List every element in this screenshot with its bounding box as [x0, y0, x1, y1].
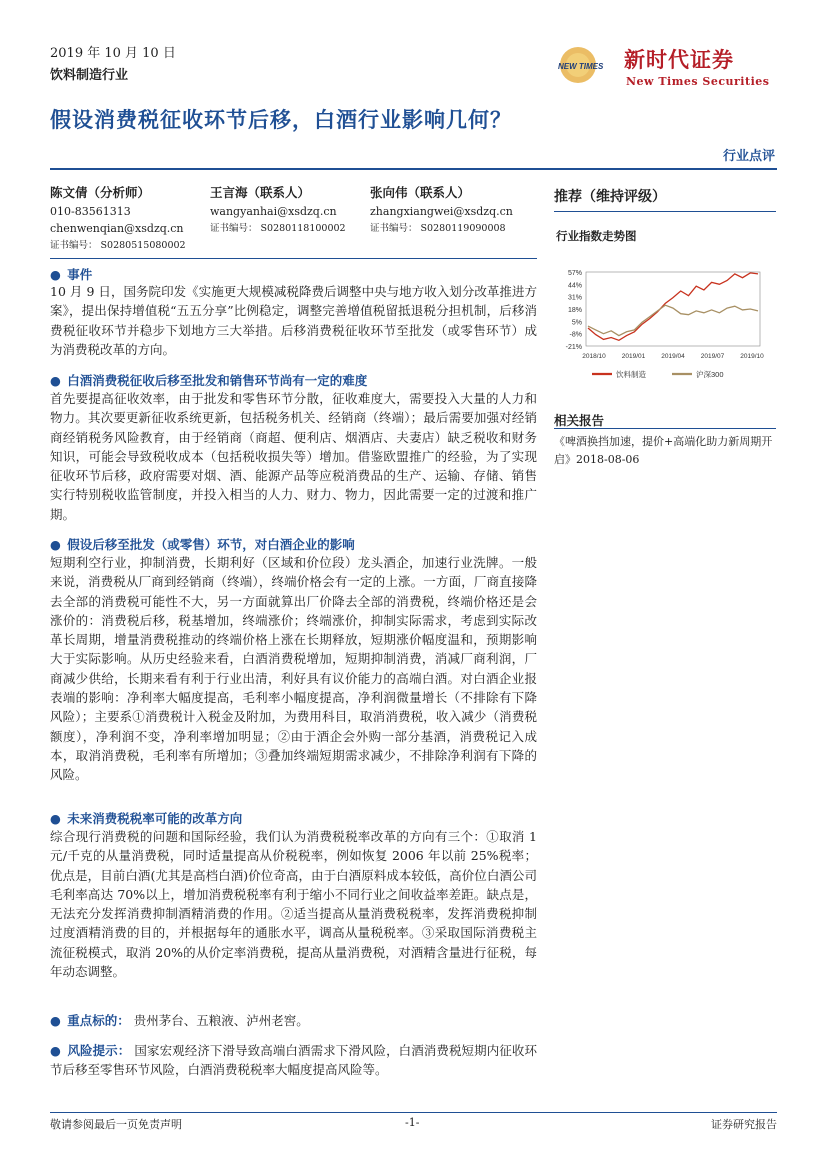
y-tick-label: 5% — [571, 319, 582, 327]
logo-mark-text: NEW TIMES — [558, 62, 604, 71]
rating-label: 推荐（维持评级） — [554, 189, 666, 205]
footer-report-type: 证券研究报告 — [711, 1118, 777, 1131]
section-body: 首先要提高征收效率，由于批发和零售环节分散，征收难度大，需要投入大量的人力和物力。其次要更新征收系统更新，包括税务机关、经销商（终端）；最后需要加强对经销商经销税务风险教育，由于经销商（商超、便利店、烟酒店、夫妻店）缺乏税收和财务知识，可能会导致税收成本（包括税收损失等）增加。借鉴欧盟推广的经验，为了实现征收环节后移，政府需要对烟、酒、能源产品等应税消费品的生产、运输、存储、销售实行特别税收监管制度，并投入相当的人力、财力、物力，因此需要一定的过渡和推广期。 — [50, 391, 537, 522]
title-divider — [50, 168, 777, 170]
legend-label: 沪深300 — [696, 370, 724, 379]
section-body: 短期利空行业，抑制消费，长期利好（区域和价位段）龙头酒企，加速行业洗牌。一般来说，消费税从厂商到经销商（终端），终端价格会有一定的上涨。一方面，厂商直接降去全部的消费税可能性不大，另一方面就算出厂价降去全部的消费税，终端价格还是会涨价的：消费税后移，税基增加，终端涨价；终端涨价，抑制实际需求，考虑到实际改革长周期，增量消费税推动的终端价格上涨在长期释放，短期涨价幅度温和，预期影响大于实际影响。从历史经验来看，白酒消费税增加，短期抑制消费，消减厂商利润，厂商减少供给，长期来看有利于行业出清，利好具有议价能力的高端白酒。对白酒企业报表端的影响：净利率大幅度提高，毛利率小幅度提高，净利润微量增长（不排除有下降风险）；主要系①消费税计入税金及附加，为费用科目，取消消费税，收入减少（消费税额度），净利润不变，净利率增加明显；②由于酒企会外购一部分基酒，消费税记入成本，取消消费税，毛利率有所增加；③叠加终端短期需求减少，不排除净利润有下降的风险。 — [50, 555, 537, 783]
x-tick-label: 2019/04 — [661, 353, 685, 360]
section-heading: ● 未来消费税税率可能的改革方向 — [50, 811, 243, 826]
company-name-cn: 新时代证券 — [624, 47, 734, 72]
footer-divider — [50, 1112, 777, 1113]
author-cert: 证书编号： S0280119090008 — [370, 223, 506, 234]
page-number: -1- — [405, 1116, 420, 1129]
author-phone: 010-83561313 — [50, 205, 131, 218]
y-tick-label: -21% — [565, 344, 582, 351]
related-reports-heading: 相关报告 — [554, 413, 605, 428]
y-tick-label: 18% — [567, 307, 582, 314]
related-report-link[interactable]: 《啤酒换挡加速，提价+高端化助力新周期开启》2018-08-06 — [554, 435, 773, 466]
bullet-icon: ● — [50, 1013, 61, 1028]
x-tick-label: 2019/07 — [700, 353, 725, 360]
author-name: 张向伟（联系人） — [370, 185, 471, 200]
y-tick-label: 31% — [567, 294, 582, 302]
x-tick-label: 2019/10 — [740, 353, 764, 360]
bullet-icon: ● — [50, 267, 61, 282]
key-picks-body: 贵州茅台、五粮液、泸州老窖。 — [133, 1013, 309, 1028]
section-body: 综合现行消费税的问题和国际经验，我们认为消费税税率改革的方向有三个：①取消 1 元/千克的从量消费税，同时适量提高从价税税率，例如恢复 2006 年以前 25%税率；优点是，目前白酒(尤其是高档白酒)价位奇高，由于白酒原料成本较低，高价位白酒公司毛利率高达 70%以上，增加消费税税率有利于缩小不同行业之间收益率差距。缺点是，无法充分发挥消费抑制酒精消费的作用。②适当提高从量消费税税率，发挥消费税抑制过度酒精消费的目的，并根据每年的通胀水平，调高从量税税率。③采取国际消费税主流征税模式，取消 20%的从价定率消费税，提高从量消费税，对酒精含量进行征税，每年动态调整。 — [50, 829, 537, 980]
author-email[interactable]: chenwenqian@xsdzq.cn — [50, 222, 184, 235]
section-heading: ● 事件 — [50, 267, 93, 282]
bullet-icon: ● — [50, 811, 61, 826]
related-divider — [554, 428, 776, 429]
section-heading: ● 假设后移至批发（或零售）环节，对白酒企业的影响 — [50, 537, 355, 552]
y-tick-label: 57% — [567, 270, 582, 277]
x-tick-label: 2018/10 — [582, 353, 606, 360]
key-picks — [50, 1011, 537, 1030]
legend-label: 饮料制造 — [616, 370, 646, 379]
section-heading: ● 风险提示： — [50, 1043, 131, 1058]
index-trend-chart — [554, 250, 778, 388]
report-date: 2019 年 10 月 10 日 — [50, 46, 176, 61]
section-body: 10 月 9 日，国务院印发《实施更大规模减税降费后调整中央与地方收入划分改革推进方案》，提出保持增值税“五五分享”比例稳定，调整完善增值税留抵退税分担机制，后移消费税征收环节并稳步下划地方三大举措。后移消费税征收环节至批发（或零售环节）成为消费税改革的方向。 — [50, 284, 537, 357]
y-tick-label: 44% — [567, 282, 582, 290]
bullet-icon: ● — [50, 373, 61, 388]
section-heading: ● 重点标的： — [50, 1013, 130, 1028]
author-email[interactable]: wangyanhai@xsdzq.cn — [210, 205, 337, 218]
series-line-csi300 — [588, 305, 758, 335]
section-heading: ● 白酒消费税征收后移至批发和销售环节尚有一定的难度 — [50, 373, 368, 388]
x-tick-label: 2019/01 — [621, 353, 646, 360]
bullet-icon: ● — [50, 1043, 61, 1058]
author-name: 王言海（联系人） — [210, 185, 311, 200]
author-name: 陈文倩（分析师） — [50, 185, 151, 200]
author-block-2 — [210, 184, 346, 237]
author-block-3 — [370, 184, 513, 237]
chart-title: 行业指数走势图 — [556, 229, 637, 243]
report-title: 假设消费税征收环节后移，白酒行业影响几何？ — [50, 107, 512, 132]
company-name-en: New Times Securities — [626, 75, 770, 88]
author-cert: 证书编号： S0280118100002 — [210, 223, 346, 234]
industry-name: 饮料制造行业 — [50, 68, 129, 83]
author-cert: 证书编号： S0280515080002 — [50, 240, 186, 251]
bullet-icon: ● — [50, 537, 61, 552]
author-email[interactable]: zhangxiangwei@xsdzq.cn — [370, 205, 513, 218]
chart-plot-frame — [586, 272, 760, 346]
company-logo-icon — [556, 44, 616, 86]
report-type: 行业点评 — [722, 149, 775, 164]
author-divider — [50, 258, 537, 259]
risk-body: 国家宏观经济下滑导致高端白酒需求下滑风险，白酒消费税短期内征收环节后移至零售环节风险，白酒消费税税率大幅度提高风险等。 — [50, 1043, 537, 1078]
footer-disclaimer[interactable]: 敬请参阅最后一页免责声明 — [50, 1118, 182, 1131]
y-tick-label: -8% — [569, 331, 582, 339]
risk-warning — [50, 1041, 537, 1080]
rating-divider — [554, 211, 776, 212]
author-block-1 — [50, 184, 186, 254]
